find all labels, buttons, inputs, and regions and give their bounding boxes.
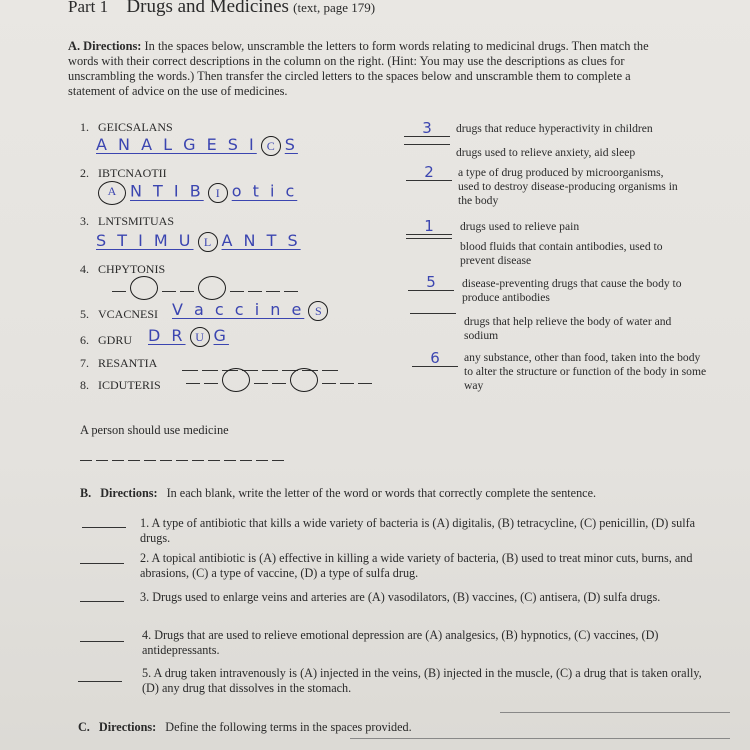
section-b-label: B.: [80, 486, 92, 500]
text-reference: (text, page 179): [293, 0, 376, 15]
scrambled-word: VCACNESI: [98, 307, 159, 321]
empty-circle: [290, 368, 318, 392]
answer-blank-b4[interactable]: [80, 641, 124, 642]
answer-line-8[interactable]: [186, 368, 372, 392]
scramble-item-2: 2. IBTCNAOTII: [80, 166, 167, 180]
scrambled-word: ICDUTERIS: [98, 378, 161, 392]
advice-statement: A person should use medicine: [80, 423, 229, 437]
scrambled-word: GEICSALANS: [98, 120, 173, 134]
match-description: drugs that help relieve the body of water and sodium: [464, 315, 672, 342]
mc-item-3: 3. Drugs used to enlarge veins and arteries are (A) vasodilators, (B) vaccines, (C) antisera, (D) sulfa drugs.: [140, 590, 661, 604]
answer-line-3[interactable]: S T I M U L A N T S: [96, 231, 301, 252]
match-answer[interactable]: [410, 313, 456, 314]
scramble-item-4: 4. CHPYTONIS: [80, 262, 166, 276]
section-b-directions: [80, 486, 720, 501]
circled-letter: A: [98, 181, 126, 205]
definition-line[interactable]: [350, 738, 730, 739]
circled-letter: L: [198, 232, 218, 252]
scramble-item-1: 1. GEICSALANS: [80, 120, 173, 134]
match-description: drugs that reduce hyperactivity in children: [456, 122, 653, 135]
match-answer[interactable]: 5: [408, 274, 454, 291]
section-a-directions: [68, 39, 668, 99]
match-description: disease-preventing drugs that cause the body to produce antibodies: [462, 277, 682, 304]
scramble-item-7: 7. RESANTIA: [80, 356, 158, 370]
match-answer[interactable]: 1: [406, 218, 452, 235]
answer-blank-b5[interactable]: [78, 681, 122, 682]
section-b-text: In each blank, write the letter of the word or words that correctly complete the sentence.: [166, 486, 597, 500]
mc-item-5: 5. A drug taken intravenously is (A) injected in the veins, (B) injected in the muscle, (C) a drug that is taken orally, (D) any drug that dissolves in the stomach.: [142, 666, 702, 695]
match-description: any substance, other than food, taken into the body to alter the structure or function of the body in some way: [464, 351, 707, 392]
page-title: Drugs and Medicines: [126, 0, 289, 17]
match-description: drugs used to relieve pain: [460, 220, 580, 233]
match-answer[interactable]: [404, 144, 450, 145]
section-b-lead: Directions:: [100, 486, 158, 500]
match-description: a type of drug produced by microorganisms, used to destroy disease-producing organisms in the body: [458, 166, 678, 207]
scramble-item-5: 5. VCACNESI: [80, 307, 159, 321]
circled-letter: S: [308, 301, 328, 321]
scrambled-word: LNTSMITUAS: [98, 214, 175, 228]
section-a-label: A.: [68, 39, 81, 53]
part-label: Part 1: [68, 0, 109, 16]
match-answer[interactable]: [406, 238, 452, 239]
advice-blanks[interactable]: [80, 448, 284, 466]
match-description: drugs used to relieve anxiety, aid sleep: [456, 146, 636, 159]
scrambled-word: GDRU: [98, 333, 133, 347]
empty-circle: [198, 276, 226, 300]
definition-line[interactable]: [500, 712, 730, 713]
match-description: blood fluids that contain antibodies, used to prevent disease: [460, 240, 663, 267]
section-c-text: Define the following terms in the spaces provided.: [165, 720, 412, 734]
circled-letter: I: [208, 183, 228, 203]
section-c-directions: [78, 720, 718, 735]
answer-blank-b2[interactable]: [80, 563, 124, 564]
section-c-label: C.: [78, 720, 90, 734]
answer-line-6[interactable]: D R U G: [148, 326, 229, 347]
empty-circle: [222, 368, 250, 392]
section-a-lead: Directions:: [83, 39, 142, 53]
mc-item-2: 2. A topical antibiotic is (A) effective in killing a wide variety of bacteria, (B) used to treat minor cuts, burns, and abrasions, (C) a type of vaccine, (D) a type of sulfa drug.: [140, 551, 693, 580]
section-c-lead: Directions:: [98, 720, 157, 734]
empty-circle: [130, 276, 158, 300]
page-header: [68, 0, 375, 18]
match-answer[interactable]: 6: [412, 350, 458, 367]
answer-blank-b3[interactable]: [80, 601, 124, 602]
answer-line-4[interactable]: [112, 276, 298, 300]
section-a-text: In the spaces below, unscramble the letters to form words relating to medicinal drugs. Then match the words with their correct descriptions in the column on the right. (Hint: You may use the descriptions as clues for unscrambling the words.) Then transfer the circled letters to the spaces below and unscramble them to complete a statement of advice on the use of medicines.: [68, 39, 649, 98]
scrambled-word: CHPYTONIS: [98, 262, 166, 276]
mc-item-1: 1. A type of antibiotic that kills a wide variety of bacteria is (A) digitalis, (B) tetracycline, (C) penicillin, (D) sulfa drugs.: [140, 516, 696, 545]
circled-letter: C: [261, 136, 281, 156]
circled-letter: U: [190, 327, 210, 347]
answer-line-1[interactable]: A N A L G E S I C S: [96, 135, 298, 156]
scramble-item-6: 6. GDRU: [80, 333, 133, 347]
scrambled-word: RESANTIA: [98, 356, 158, 370]
scramble-item-8: 8. ICDUTERIS: [80, 378, 161, 392]
answer-blank-b1[interactable]: [82, 527, 126, 528]
answer-line-2[interactable]: A N T I B I o t i c: [98, 181, 297, 205]
mc-item-4: 4. Drugs that are used to relieve emotional depression are (A) analgesics, (B) hypnotics, (C) vaccines, (D) antidepressants.: [142, 628, 659, 657]
match-answer[interactable]: 3: [404, 120, 450, 137]
match-answer[interactable]: 2: [406, 164, 452, 181]
scramble-item-3: 3. LNTSMITUAS: [80, 214, 175, 228]
scrambled-word: IBTCNAOTII: [98, 166, 167, 180]
answer-line-5[interactable]: V a c c i n e S: [172, 300, 328, 321]
